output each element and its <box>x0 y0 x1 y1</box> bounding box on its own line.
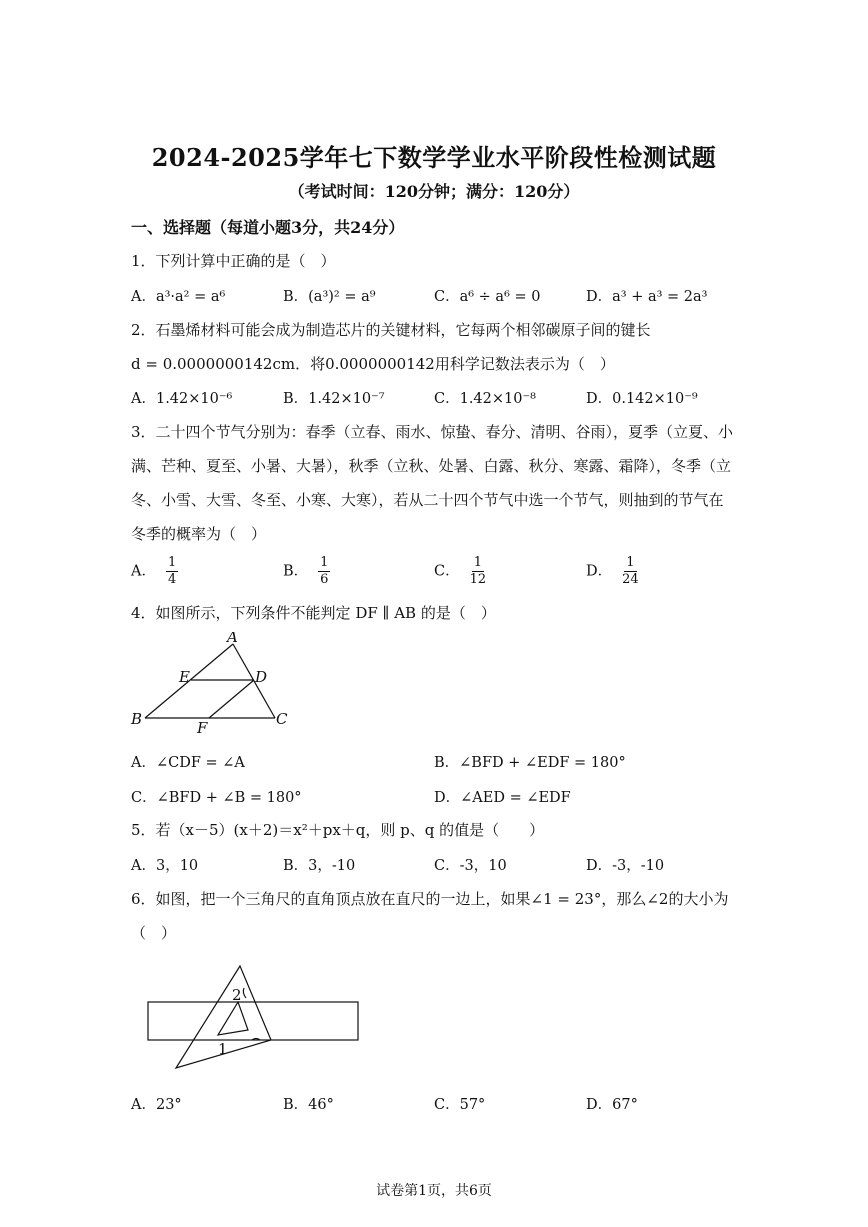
q5-option-b: B．3，-10 <box>283 858 356 874</box>
q1-option-d: D．a³ + a³ = 2a³ <box>586 289 708 305</box>
question-3-line4: 冬季的概率为（ ） <box>131 525 267 543</box>
q4-option-b: B．∠BFD + ∠EDF = 180° <box>434 755 626 771</box>
label-point-f: F <box>197 719 208 737</box>
question-4-stem: 4．如图所示，下列条件不能判定 DF ∥ AB 的是（ ） <box>131 604 496 622</box>
q3-option-a: A． $\frac{1}{4}$ <box>131 555 177 587</box>
q6-option-d: D．67° <box>586 1097 638 1113</box>
question-2-stem-line2: d = 0.0000000142cm．将0.0000000142用科学记数法表示为（ ） <box>131 355 615 373</box>
q2-option-c: C．1.42×10⁻⁸ <box>434 391 536 407</box>
q1-option-c: C．a⁶ ÷ a⁶ = 0 <box>434 289 541 305</box>
question-6-stem-line2: （ ） <box>131 924 177 942</box>
exam-title: 2024-2025学年七下数学学业水平阶段性检测试题 <box>151 143 717 172</box>
q3-option-d: D． $\frac{1}{24}$ <box>586 555 639 587</box>
q2-option-d: D．0.142×10⁻⁹ <box>586 391 698 407</box>
fraction: $\frac{1}{6}$ <box>320 555 329 587</box>
q3-option-c: C． $\frac{1}{12}$ <box>434 555 487 587</box>
question-6-stem-line1: 6．如图，把一个三角尺的直角顶点放在直尺的一边上，如果∠1 = 23°，那么∠2的大小为 <box>131 890 729 908</box>
set-square-inner <box>218 1002 248 1035</box>
q6-ruler-triangle-figure <box>140 960 370 1075</box>
q4-option-d: D．∠AED = ∠EDF <box>434 790 571 806</box>
q4-triangle-figure <box>125 632 305 742</box>
section-heading-choice: 一、选择题（每道小题3分，共24分） <box>131 218 405 237</box>
q4-option-a: A．∠CDF = ∠A <box>131 755 245 771</box>
q1-option-a: A．a³·a² = a⁶ <box>131 289 226 305</box>
q3-option-b: B． $\frac{1}{6}$ <box>283 555 329 587</box>
q6-option-b: B．46° <box>283 1097 334 1113</box>
q2-option-b: B．1.42×10⁻⁷ <box>283 391 385 407</box>
q6-option-c: C．57° <box>434 1097 486 1113</box>
q1-option-b: B．(a³)² = a⁹ <box>283 289 376 305</box>
fraction: $\frac{1}{4}$ <box>167 555 177 587</box>
question-3-line3: 冬、小雪、大雪、冬至、小寒、大寒），若从二十四个节气中选一个节气，则抽到的节气在 <box>131 491 724 509</box>
label-point-a: A <box>227 632 238 646</box>
angle-label-2: 2 <box>232 986 242 1004</box>
question-3-line1: 3．二十四个节气分别为：春季（立春、雨水、惊蛰、春分、清明、谷雨），夏季（立夏、小 <box>131 423 734 441</box>
label-point-c: C <box>276 710 288 728</box>
q4-option-c: C．∠BFD + ∠B = 180° <box>131 790 302 806</box>
q6-option-a: A．23° <box>131 1097 182 1113</box>
label-point-b: B <box>131 710 143 728</box>
question-3-line2: 满、芒种、夏至、小暑、大暑），秋季（立秋、处暑、白露、秋分、寒露、霜降），冬季（立 <box>131 457 732 475</box>
question-5-stem: 5．若（x－5）(x＋2)＝x²＋px＋q，则 p、q 的值是（ ） <box>131 821 545 839</box>
q5-option-d: D．-3，-10 <box>586 858 665 874</box>
angle-label-1: 1 <box>218 1040 228 1058</box>
segment-df <box>209 680 254 718</box>
label-point-e: E <box>179 668 190 686</box>
fraction: $\frac{1}{24}$ <box>622 555 639 587</box>
fraction: $\frac{1}{12}$ <box>469 555 487 587</box>
question-2-stem-line1: 2．石墨烯材料可能会成为制造芯片的关键材料，它每两个相邻碳原子间的键长 <box>131 321 651 339</box>
q5-option-c: C．-3，10 <box>434 858 507 874</box>
question-1-stem: 1．下列计算中正确的是（ ） <box>131 252 336 270</box>
exam-subtitle: （考试时间：120分钟；满分：120分） <box>288 182 580 201</box>
segment-ac <box>233 644 275 718</box>
label-point-d: D <box>255 668 268 686</box>
page-footer: 试卷第1页，共6页 <box>376 1183 492 1199</box>
angle-2-arc <box>243 988 246 998</box>
q5-option-a: A．3，10 <box>131 858 199 874</box>
ruler <box>148 1002 358 1040</box>
q2-option-a: A．1.42×10⁻⁶ <box>131 391 233 407</box>
